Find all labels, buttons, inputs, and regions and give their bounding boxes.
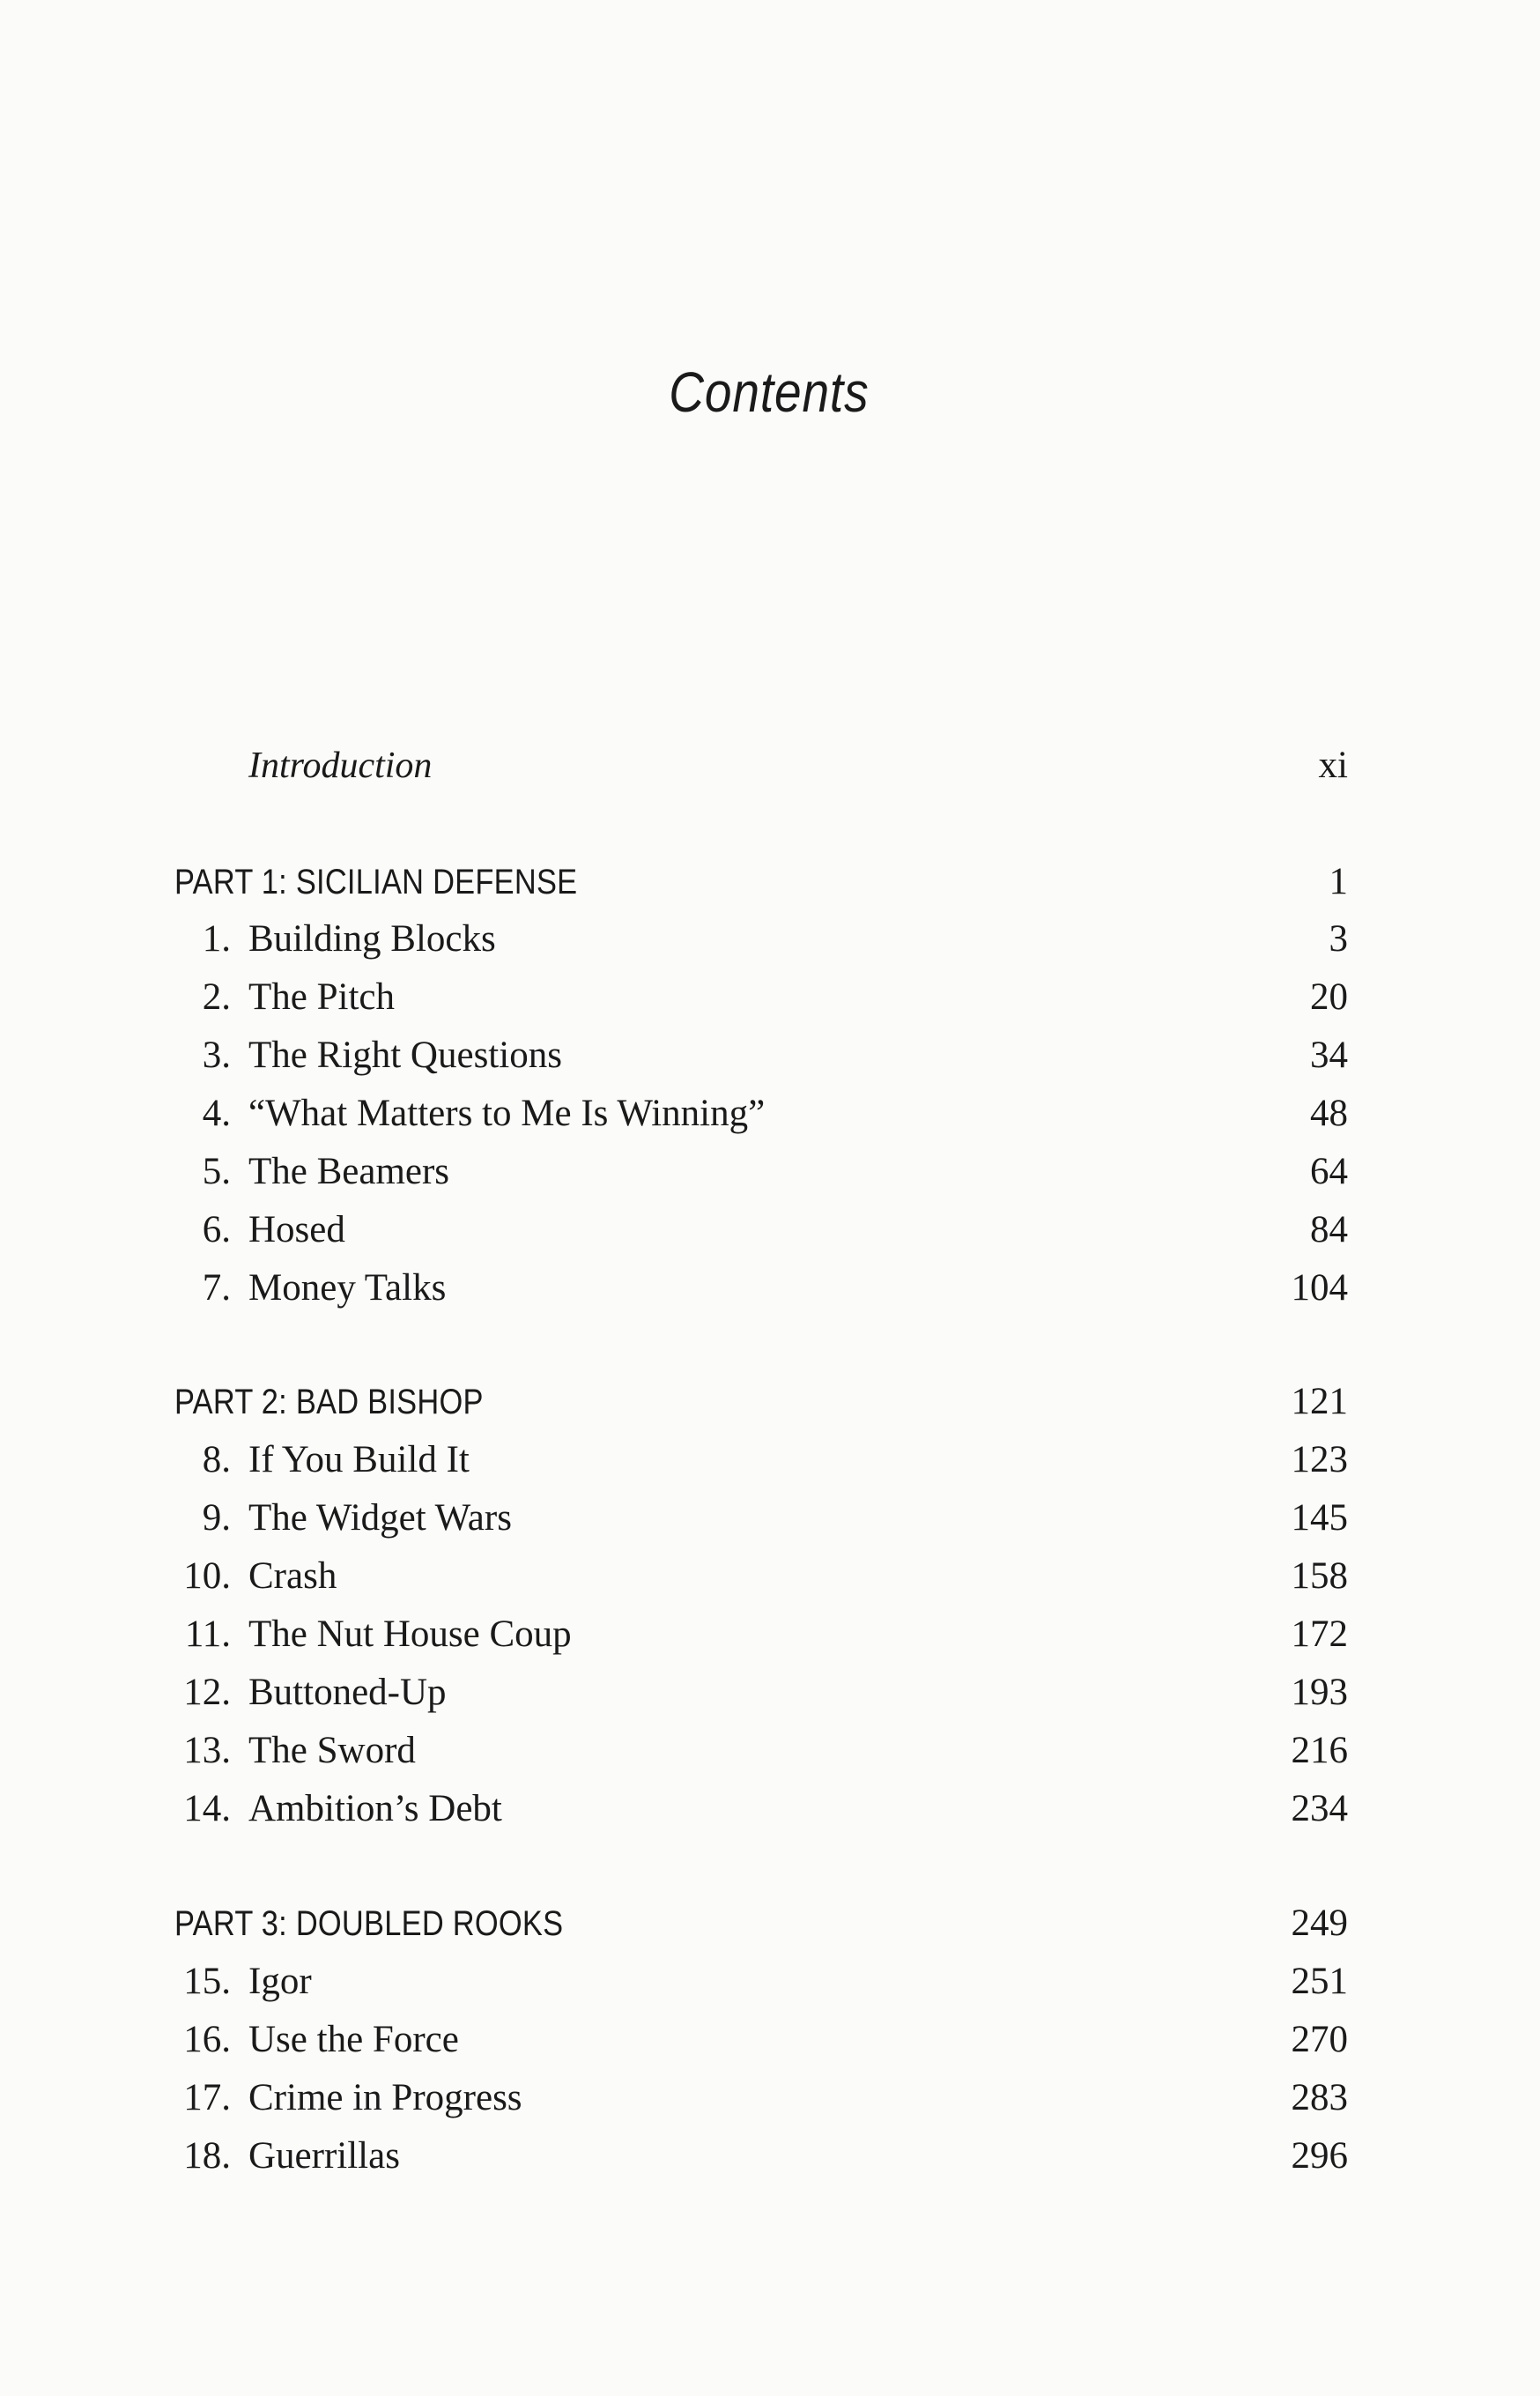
chapter-row[interactable] (167, 1607, 1348, 1662)
chapter-page: 145 (1291, 1497, 1348, 1539)
chapter-page: 270 (1291, 2019, 1348, 2060)
chapter-number: 17. (183, 2077, 231, 2118)
chapter-title: The Pitch (248, 976, 395, 1018)
chapter-title: Use the Force (248, 2019, 459, 2060)
chapter-page: 251 (1291, 1961, 1348, 2002)
chapter-page: 3 (1329, 918, 1348, 960)
chapter-number: 9. (202, 1497, 231, 1539)
chapter-number: 11. (184, 1613, 231, 1655)
chapter-number: 6. (202, 1209, 231, 1250)
chapter-number: 7. (202, 1267, 231, 1309)
page-title: Contents (669, 360, 870, 424)
chapter-title: If You Build It (248, 1439, 470, 1480)
chapter-title: Building Blocks (248, 918, 496, 960)
chapter-page: 34 (1310, 1035, 1348, 1076)
chapter-page: 104 (1291, 1267, 1348, 1309)
chapter-title: The Right Questions (248, 1035, 562, 1076)
chapter-row[interactable] (167, 1549, 1348, 1604)
part-page: 249 (1291, 1903, 1348, 1944)
chapter-row[interactable] (167, 1087, 1348, 1141)
chapter-title: Ambition’s Debt (248, 1788, 502, 1829)
chapter-number: 15. (183, 1961, 231, 2002)
chapter-number: 18. (183, 2135, 231, 2177)
chapter-title: Money Talks (248, 1267, 447, 1309)
chapter-title: Guerrillas (248, 2135, 400, 2177)
chapter-number: 1. (202, 918, 231, 960)
part-heading[interactable] (167, 855, 1348, 909)
part-title: PART 3: DOUBLED ROOKS (174, 1904, 564, 1943)
chapter-title: Crime in Progress (248, 2077, 522, 2118)
chapter-page: 234 (1291, 1788, 1348, 1829)
chapter-page: 20 (1310, 976, 1348, 1018)
chapter-row[interactable] (167, 2013, 1348, 2067)
introduction-page: xi (1318, 745, 1348, 786)
chapter-page: 123 (1291, 1439, 1348, 1480)
chapter-number: 4. (202, 1093, 231, 1134)
part-heading[interactable] (167, 1375, 1348, 1429)
chapter-page: 64 (1310, 1151, 1348, 1192)
chapter-title: Hosed (248, 1209, 345, 1250)
chapter-row[interactable] (167, 2129, 1348, 2184)
chapter-row[interactable] (167, 912, 1348, 967)
chapter-page: 172 (1291, 1613, 1348, 1655)
chapter-number: 10. (183, 1555, 231, 1597)
chapter-page: 84 (1310, 1209, 1348, 1250)
chapter-page: 158 (1291, 1555, 1348, 1597)
chapter-row[interactable] (167, 1261, 1348, 1316)
part-title: PART 2: BAD BISHOP (174, 1383, 484, 1421)
chapter-row[interactable] (167, 2071, 1348, 2125)
part-page: 121 (1291, 1381, 1348, 1422)
part-heading[interactable] (167, 1896, 1348, 1951)
chapter-row[interactable] (167, 1145, 1348, 1199)
chapter-title: Buttoned-Up (248, 1672, 447, 1713)
chapter-row[interactable] (167, 1028, 1348, 1083)
chapter-number: 8. (202, 1439, 231, 1480)
chapter-title: Crash (248, 1555, 337, 1597)
part-title: PART 1: SICILIAN DEFENSE (174, 863, 578, 901)
chapter-page: 216 (1291, 1730, 1348, 1771)
chapter-number: 3. (202, 1035, 231, 1076)
chapter-row[interactable] (167, 1724, 1348, 1778)
chapter-page: 48 (1310, 1093, 1348, 1134)
chapter-number: 13. (183, 1730, 231, 1771)
chapter-title: The Nut House Coup (248, 1613, 572, 1655)
toc-row-introduction[interactable] (167, 738, 1348, 793)
chapter-row[interactable] (167, 1782, 1348, 1836)
chapter-page: 193 (1291, 1672, 1348, 1713)
chapter-row[interactable] (167, 1433, 1348, 1487)
chapter-page: 283 (1291, 2077, 1348, 2118)
chapter-title: The Beamers (248, 1151, 450, 1192)
chapter-number: 12. (183, 1672, 231, 1713)
chapter-number: 2. (202, 976, 231, 1018)
chapter-number: 14. (183, 1788, 231, 1829)
chapter-row[interactable] (167, 1491, 1348, 1546)
chapter-row[interactable] (167, 1665, 1348, 1720)
chapter-number: 5. (202, 1151, 231, 1192)
chapter-title: The Widget Wars (248, 1497, 512, 1539)
introduction-title: Introduction (248, 746, 433, 786)
chapter-row[interactable] (167, 970, 1348, 1025)
chapter-page: 296 (1291, 2135, 1348, 2177)
chapter-title: “What Matters to Me Is Winning” (248, 1093, 766, 1134)
chapter-number: 16. (183, 2019, 231, 2060)
chapter-title: Igor (248, 1961, 312, 2002)
chapter-row[interactable] (167, 1203, 1348, 1257)
part-page: 1 (1329, 861, 1348, 902)
chapter-row[interactable] (167, 1955, 1348, 2009)
chapter-title: The Sword (248, 1730, 416, 1771)
